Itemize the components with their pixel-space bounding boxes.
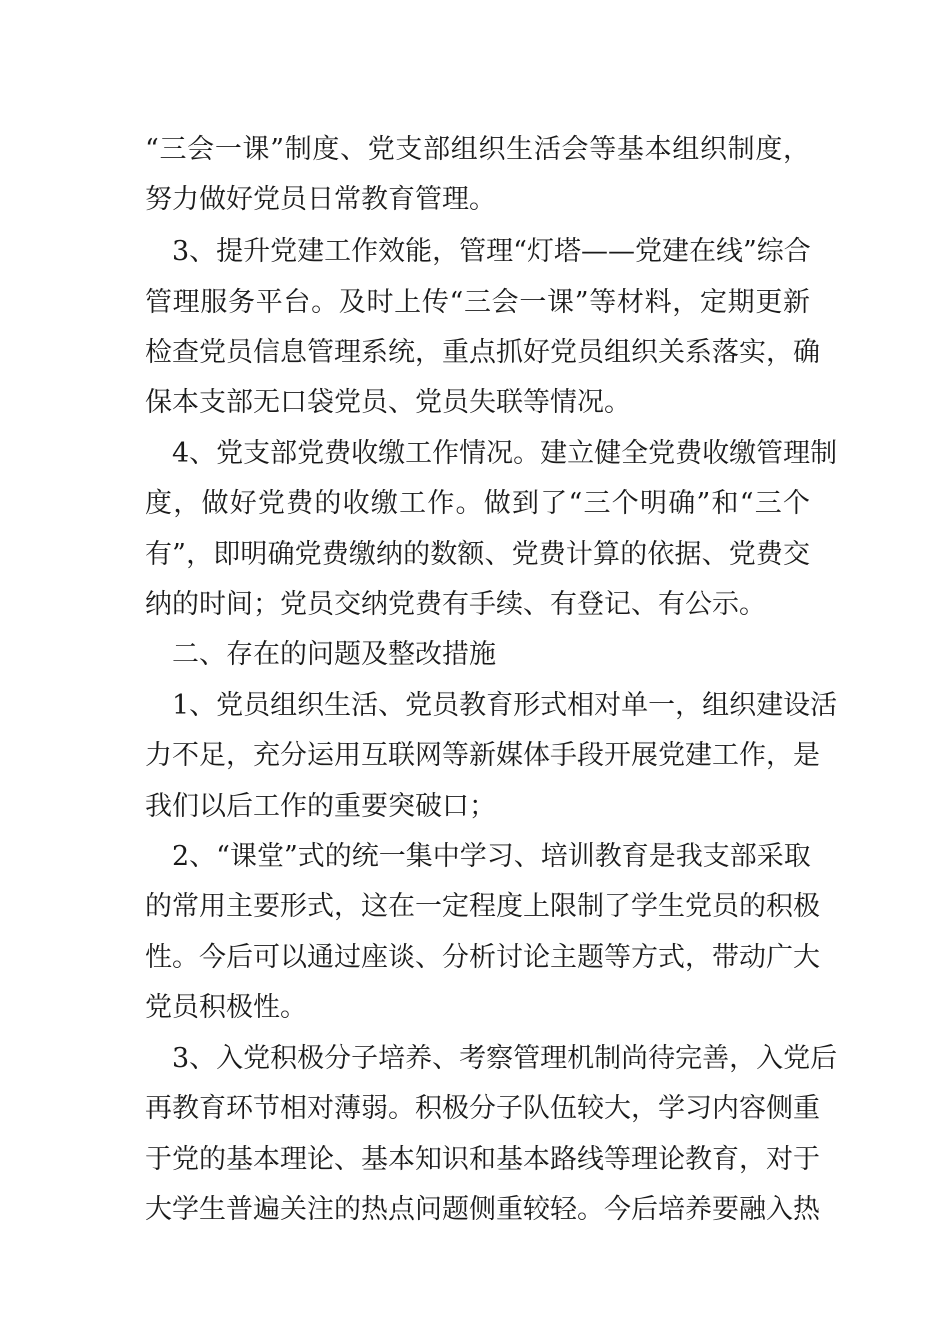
text-line: 3、入党积极分子培养、考察管理机制尚待完善，入党后	[172, 1043, 838, 1074]
text-line: 再教育环节相对薄弱。积极分子队伍较大，学习内容侧重	[145, 1093, 820, 1124]
text-line: 有”，即明确党费缴纳的数额、党费计算的依据、党费交	[145, 539, 810, 570]
text-line: 我们以后工作的重要突破口；	[145, 791, 496, 822]
text-line: 努力做好党员日常教育管理。	[145, 184, 496, 215]
text-line: 度，做好党费的收缴工作。做到了“三个明确”和“三个	[145, 488, 810, 519]
text-line: 4、党支部党费收缴工作情况。建立健全党费收缴管理制	[172, 438, 838, 469]
text-line: 1、党员组织生活、党员教育形式相对单一，组织建设活	[172, 690, 838, 721]
text-line: 于党的基本理论、基本知识和基本路线等理论教育，对于	[145, 1144, 820, 1175]
text-line: 性。今后可以通过座谈、分析讨论主题等方式，带动广大	[145, 942, 820, 973]
section-heading: 二、存在的问题及整改措施	[172, 639, 496, 670]
text-line: “三会一课”制度、党支部组织生活会等基本组织制度，	[145, 134, 810, 165]
text-line: 管理服务平台。及时上传“三会一课”等材料，定期更新	[145, 287, 810, 318]
text-line: 大学生普遍关注的热点问题侧重较轻。今后培养要融入热	[145, 1194, 820, 1225]
text-line: 的常用主要形式，这在一定程度上限制了学生党员的积极	[145, 891, 820, 922]
text-line: 检查党员信息管理系统，重点抓好党员组织关系落实，确	[145, 337, 820, 368]
text-line: 保本支部无口袋党员、党员失联等情况。	[145, 387, 631, 418]
text-line: 力不足，充分运用互联网等新媒体手段开展党建工作，是	[145, 740, 820, 771]
text-line: 2、“课堂”式的统一集中学习、培训教育是我支部采取	[172, 841, 811, 872]
text-line: 纳的时间；党员交纳党费有手续、有登记、有公示。	[145, 589, 766, 620]
text-line: 3、提升党建工作效能，管理“灯塔——党建在线”综合	[172, 236, 811, 267]
text-line: 党员积极性。	[145, 992, 307, 1023]
